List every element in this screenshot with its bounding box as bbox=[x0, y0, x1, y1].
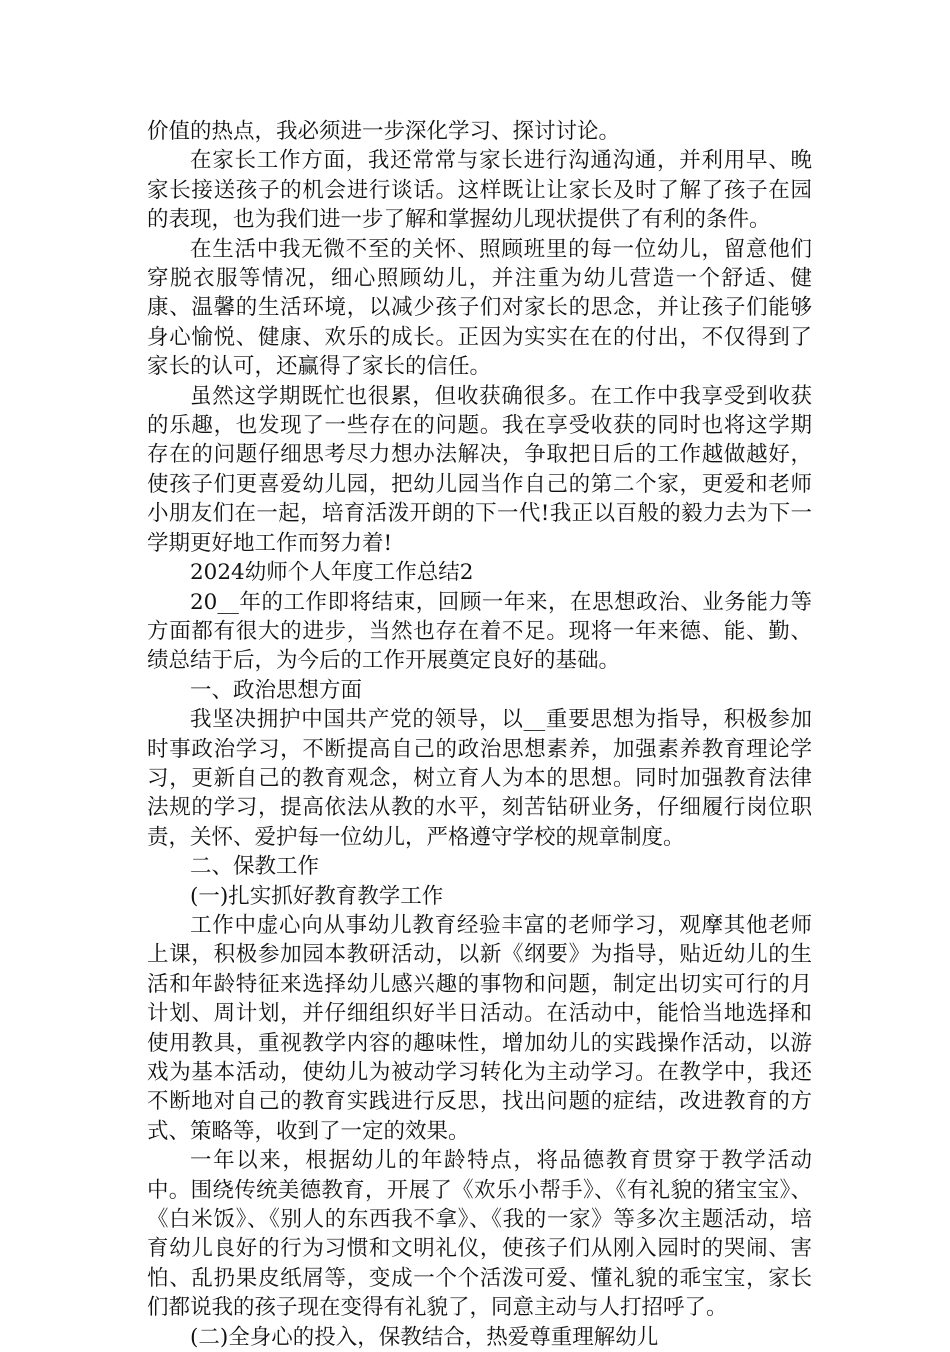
paragraph: 价值的热点，我必须进一步深化学习、探讨讨论。 bbox=[147, 119, 621, 144]
paragraph: 工作中虚心向从事幼儿教育经验丰富的老师学习，观摩其他老师上课，积极参加园本教研活动，以新《纲要》为指导，贴近幼儿的生活和年龄特征来选择幼儿感兴趣的事物和问题，制定出切实可行的月计划、周计划，并仔细组织好半日活动。在活动中，能恰当地选择和使用教具，重视教学内容的趣味性，增加幼儿的实践操作活动，以游戏为基本活动，使幼儿为被动学习转化为主动学习。在教学中，我还不断地对自己的教育实践进行反思，找出问题的症结，改进教育的方式、策略等，收到了一定的效果。 bbox=[147, 912, 812, 1144]
section-heading: 二、保教工作 bbox=[190, 854, 320, 880]
section-title: 2024幼师个人年度工作总结2 bbox=[190, 560, 474, 586]
subsection-heading: (二)全身心的投入，保教结合，热爱尊重理解幼儿 bbox=[190, 1324, 659, 1350]
document-body bbox=[147, 117, 812, 1352]
paragraph: 我坚决拥护中国共产党的领导，以__重要思想为指导，积极参加时事政治学习，不断提高自己的政治思想素养，加强素养教育理论学习，更新自己的教育观念，树立育人为本的思想。同时加强教育法律法规的学习，提高依法从教的水平，刻苦钻研业务，仔细履行岗位职责，关怀、爱护每一位幼儿，严格遵守学校的规章制度。 bbox=[147, 707, 812, 850]
paragraph: 在生活中我无微不至的关怀、照顾班里的每一位幼儿，留意他们穿脱衣服等情况，细心照顾幼儿，并注重为幼儿营造一个舒适、健康、温馨的生活环境，以减少孩子们对家长的思念，并让孩子们能够身心愉悦、健康、欢乐的成长。正因为实实在在的付出，不仅得到了家长的认可，还赢得了家长的信任。 bbox=[147, 236, 812, 380]
section-heading: 一、政治思想方面 bbox=[190, 677, 363, 703]
paragraph: 在家长工作方面，我还常常与家长进行沟通沟通，并利用早、晚家长接送孩子的机会进行谈话。这样既让让家长及时了解了孩子在园的表现，也为我们进一步了解和掌握幼儿现状提供了有利的条件。 bbox=[147, 148, 812, 233]
subsection-heading: (一)扎实抓好教育教学工作 bbox=[190, 883, 444, 909]
paragraph: 一年以来，根据幼儿的年龄特点，将品德教育贯穿于教学活动中。围绕传统美德教育，开展了《欢乐小帮手》、《有礼貌的猪宝宝》、《白米饭》、《别人的东西我不拿》、《我的一家》等多次主题活动，培育幼儿良好的行为习惯和文明礼仪，使孩子们从刚入园时的哭闹、害怕、乱扔果皮纸屑等，变成一个个活泼可爱、懂礼貌的乖宝宝，家长们都说我的孩子现在变得有礼貌了，同意主动与人打招呼了。 bbox=[147, 1148, 812, 1321]
paragraph: 虽然这学期既忙也很累，但收获确很多。在工作中我享受到收获的乐趣，也发现了一些存在的问题。我在享受收获的同时也将这学期存在的问题仔细思考尽力想办法解决，争取把日后的工作越做越好，使孩子们更喜爱幼儿园，把幼儿园当作自己的第二个家，更爱和老师小朋友们在一起，培育活泼开朗的下一代!我正以百般的毅力去为下一学期更好地工作而努力着! bbox=[147, 383, 812, 556]
paragraph: 20__年的工作即将结束，回顾一年来，在思想政治、业务能力等方面都有很大的进步，当然也存在着不足。现将一年来德、能、勤、绩总结于后，为今后的工作开展奠定良好的基础。 bbox=[147, 589, 812, 674]
